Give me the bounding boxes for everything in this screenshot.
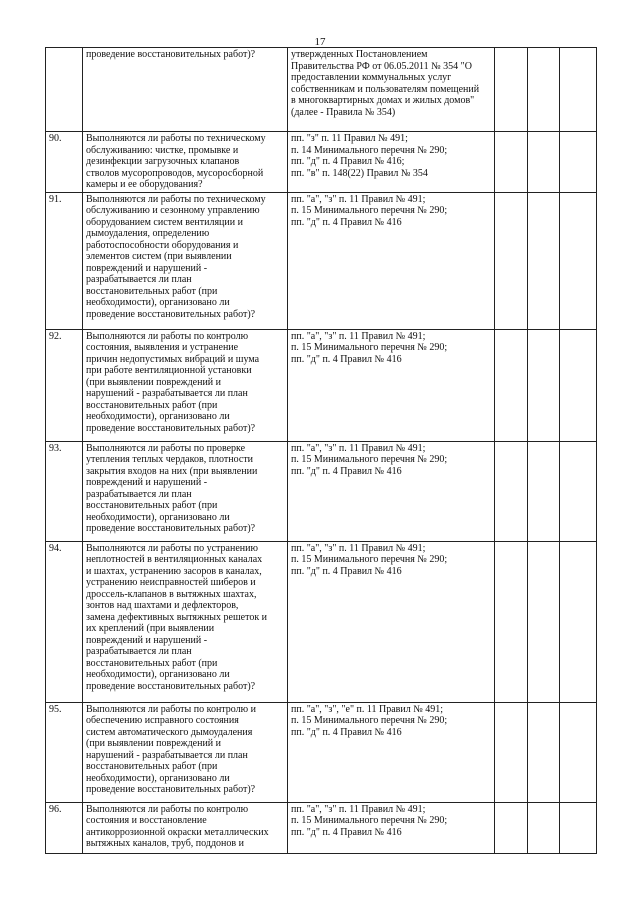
answer-cell: [495, 441, 528, 541]
table-row: [46, 702, 597, 802]
answer-cell: [495, 48, 528, 132]
answer-cell: [495, 132, 528, 193]
answer-cell: [495, 802, 528, 853]
answer-cell: [495, 329, 528, 441]
note-cell: [560, 441, 597, 541]
note-cell: [560, 132, 597, 193]
reference-cell: пп. "а", "з" п. 11 Правил № 491; п. 15 Минимального перечня № 290; пп. "д" п. 4 Правил № 416: [288, 329, 495, 441]
row-number: 93.: [46, 441, 83, 541]
row-number: 94.: [46, 541, 83, 702]
answer-cell: [495, 702, 528, 802]
table-row: [46, 48, 597, 132]
table-row: [46, 132, 597, 193]
table-row: [46, 329, 597, 441]
table-row: [46, 441, 597, 541]
question-cell: Выполняются ли работы по устранению неплотностей в вентиляционных каналах и шахтах, устранению засоров в каналах, устранению неисправностей шиберов и дроссель-клапанов в вытяжных шахтах, зонтов над шахтами и дефлекторов, замена дефективных вытяжных решеток и их креплений (при выявлении повреждений и нарушений - разрабатывается ли план восстановительных работ (при необходимости), организовано ли проведение восстановительных работ)?: [83, 541, 288, 702]
answer-cell: [495, 192, 528, 329]
answer-cell: [528, 48, 560, 132]
answer-cell: [528, 702, 560, 802]
reference-cell: пп. "а", "з" п. 11 Правил № 491; п. 15 Минимального перечня № 290; пп. "д" п. 4 Правил № 416: [288, 441, 495, 541]
row-number: 95.: [46, 702, 83, 802]
page-number: 17: [314, 36, 326, 48]
note-cell: [560, 702, 597, 802]
question-cell: Выполняются ли работы по контролю и обеспечению исправного состояния систем автоматического дымоудаления (при выявлении повреждений и нарушений - разрабатывается ли план восстановительных работ (при необходимости), организовано ли проведение восстановительных работ)?: [83, 702, 288, 802]
note-cell: [560, 192, 597, 329]
row-number: 96.: [46, 802, 83, 853]
answer-cell: [528, 541, 560, 702]
row-number: 92.: [46, 329, 83, 441]
reference-cell: пп. "а", "з" п. 11 Правил № 491; п. 15 Минимального перечня № 290; пп. "д" п. 4 Правил № 416: [288, 192, 495, 329]
reference-cell: пп. "з" п. 11 Правил № 491; п. 14 Минимального перечня № 290; пп. "д" п. 4 Правил № 416; пп. "в" п. 148(22) Правил № 354: [288, 132, 495, 193]
question-cell: Выполняются ли работы по контролю состояния и восстановление антикоррозионной окраски металлических вытяжных каналов, труб, поддонов и: [83, 802, 288, 853]
answer-cell: [528, 192, 560, 329]
reference-cell: утвержденных Постановлением Правительства РФ от 06.05.2011 № 354 "О предоставлении коммунальных услуг собственникам и пользователям помещений в многоквартирных домах и жилых домов" (далее - Правила № 354): [288, 48, 495, 132]
answer-cell: [528, 802, 560, 853]
note-cell: [560, 541, 597, 702]
row-number: 90.: [46, 132, 83, 193]
question-cell: Выполняются ли работы по техническому обслуживанию: чистке, промывке и дезинфекции загрузочных клапанов стволов мусоропроводов, мусоросборной камеры и ее оборудования?: [83, 132, 288, 193]
note-cell: [560, 48, 597, 132]
note-cell: [560, 329, 597, 441]
table-row: [46, 192, 597, 329]
question-cell: Выполняются ли работы по проверке утепления теплых чердаков, плотности закрытия входов на них (при выявлении повреждений и нарушений - разрабатывается ли план восстановительных работ (при необходимости), организовано ли проведение восстановительных работ)?: [83, 441, 288, 541]
reference-cell: пп. "а", "з" п. 11 Правил № 491; п. 15 Минимального перечня № 290; пп. "д" п. 4 Правил № 416: [288, 802, 495, 853]
answer-cell: [528, 441, 560, 541]
answer-cell: [495, 541, 528, 702]
note-cell: [560, 802, 597, 853]
question-cell: Выполняются ли работы по техническому обслуживанию и сезонному управлению оборудованием систем вентиляции и дымоудаления, определению работоспособности оборудования и элементов систем (при выявлении повреждений и нарушений - разрабатывается ли план восстановительных работ (при необходимости), организовано ли проведение восстановительных работ)?: [83, 192, 288, 329]
reference-cell: пп. "а", "з", "е" п. 11 Правил № 491; п. 15 Минимального перечня № 290; пп. "д" п. 4 Правил № 416: [288, 702, 495, 802]
question-cell: Выполняются ли работы по контролю состояния, выявления и устранение причин недопустимых вибраций и шума при работе вентиляционной установки (при выявлении повреждений и нарушений - разрабатывается ли план восстановительных работ (при необходимости), организовано ли проведение восстановительных работ)?: [83, 329, 288, 441]
question-cell: проведение восстановительных работ)?: [83, 48, 288, 132]
answer-cell: [528, 132, 560, 193]
checklist-table: [45, 47, 597, 854]
row-number: 91.: [46, 192, 83, 329]
row-number: [46, 48, 83, 132]
reference-cell: пп. "а", "з" п. 11 Правил № 491; п. 15 Минимального перечня № 290; пп. "д" п. 4 Правил № 416: [288, 541, 495, 702]
table-row: [46, 802, 597, 853]
answer-cell: [528, 329, 560, 441]
table-row: [46, 541, 597, 702]
